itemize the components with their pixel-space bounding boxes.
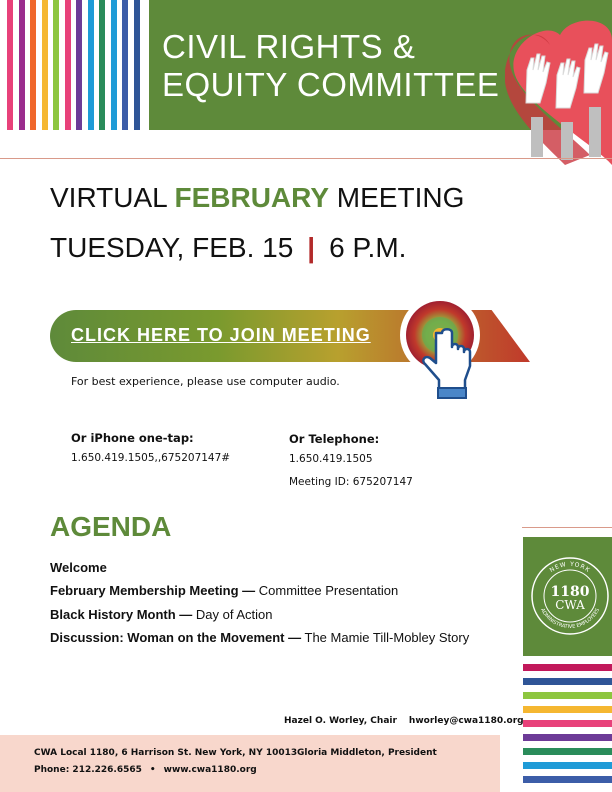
header-stripe: [19, 0, 25, 130]
footer-contact: [34, 765, 257, 775]
agenda-item-bold: Discussion: Woman on the Movement —: [50, 630, 302, 645]
header-stripe: [53, 0, 59, 130]
header-stripe: [7, 0, 13, 130]
raised-hands-heart-icon: [505, 15, 612, 165]
agenda-item-rest: Committee Presentation: [258, 583, 399, 598]
svg-text:NEW YORK: [548, 561, 591, 574]
meeting-suffix: MEETING: [336, 182, 465, 213]
footer-president: Gloria Middleton, President: [297, 748, 437, 758]
agenda-title: AGENDA: [50, 511, 172, 542]
right-stripe: [523, 678, 612, 685]
right-stripe: [523, 692, 612, 699]
telephone-label: Or Telephone:: [289, 432, 380, 446]
committee-title: [162, 28, 499, 104]
meeting-heading: [50, 182, 464, 214]
header-stripe: [65, 0, 71, 130]
telephone-number[interactable]: 1.650.419.1505: [289, 453, 373, 465]
right-stripe: [523, 748, 612, 755]
cwa-1180-seal: [530, 556, 610, 636]
click-hand-icon[interactable]: [400, 293, 490, 403]
header-color-stripes: [7, 0, 147, 130]
footer-website[interactable]: www.cwa1180.org: [163, 765, 257, 775]
meeting-day: TUESDAY, FEB. 15: [50, 232, 294, 263]
meeting-prefix: VIRTUAL: [50, 182, 167, 213]
right-stripe: [523, 762, 612, 769]
right-stripe: [523, 734, 612, 741]
footer-address: CWA Local 1180, 6 Harrison St. New York, NY 10013: [34, 748, 298, 758]
agenda-item-bold: Black History Month —: [50, 607, 193, 622]
footer-panel: [0, 735, 500, 792]
footer-dot: •: [149, 765, 156, 775]
agenda-item-bold: Welcome: [50, 560, 107, 575]
agenda-item-rest: Day of Action: [195, 607, 273, 622]
header-stripe: [122, 0, 128, 130]
meeting-time: 6 P.M.: [329, 232, 407, 263]
seal-letters: CWA: [555, 598, 585, 612]
right-stripe: [523, 776, 612, 783]
agenda-item: [50, 630, 469, 645]
right-divider: [522, 527, 612, 528]
footer-phone: Phone: 212.226.6565: [34, 765, 142, 775]
header-stripe: [88, 0, 94, 130]
committee-title-line1: CIVIL RIGHTS &: [162, 28, 416, 65]
chair-name: Hazel O. Worley, Chair: [284, 716, 397, 726]
header-stripe: [42, 0, 48, 130]
seal-ring-top: NEW YORK: [548, 560, 592, 575]
seal-number: 1180: [550, 584, 590, 600]
header-stripe: [30, 0, 36, 130]
meeting-datetime: [50, 232, 406, 264]
right-stripe: [523, 706, 612, 713]
datetime-separator: |: [307, 232, 316, 263]
chair-line: [284, 716, 536, 726]
header-stripe: [99, 0, 105, 130]
header-stripe: [76, 0, 82, 130]
header-stripe: [134, 0, 140, 130]
audio-note: For best experience, please use computer audio.: [71, 375, 340, 388]
committee-title-line2: EQUITY COMMITTEE: [162, 66, 500, 103]
header-stripe: [111, 0, 117, 130]
header-divider: [0, 158, 612, 159]
right-stripe: [523, 720, 612, 727]
agenda-item-rest: The Mamie Till-Mobley Story: [304, 630, 470, 645]
iphone-one-tap-number[interactable]: 1.650.419.1505,,675207147#: [71, 452, 231, 464]
seal-ring-bottom: ADMINISTRATIVE EMPLOYEES: [539, 607, 601, 631]
agenda-item-bold: February Membership Meeting —: [50, 583, 256, 598]
agenda-item: [50, 583, 398, 598]
agenda-item: [50, 560, 107, 575]
meeting-id: Meeting ID: 675207147: [289, 476, 413, 488]
join-meeting-label[interactable]: CLICK HERE TO JOIN MEETING: [71, 325, 371, 345]
chair-email[interactable]: hworley@cwa1180.org: [408, 716, 524, 726]
meeting-month: FEBRUARY: [174, 182, 330, 213]
iphone-label: Or iPhone one-tap:: [71, 431, 194, 445]
agenda-item: [50, 607, 273, 622]
right-stripe: [523, 664, 612, 671]
